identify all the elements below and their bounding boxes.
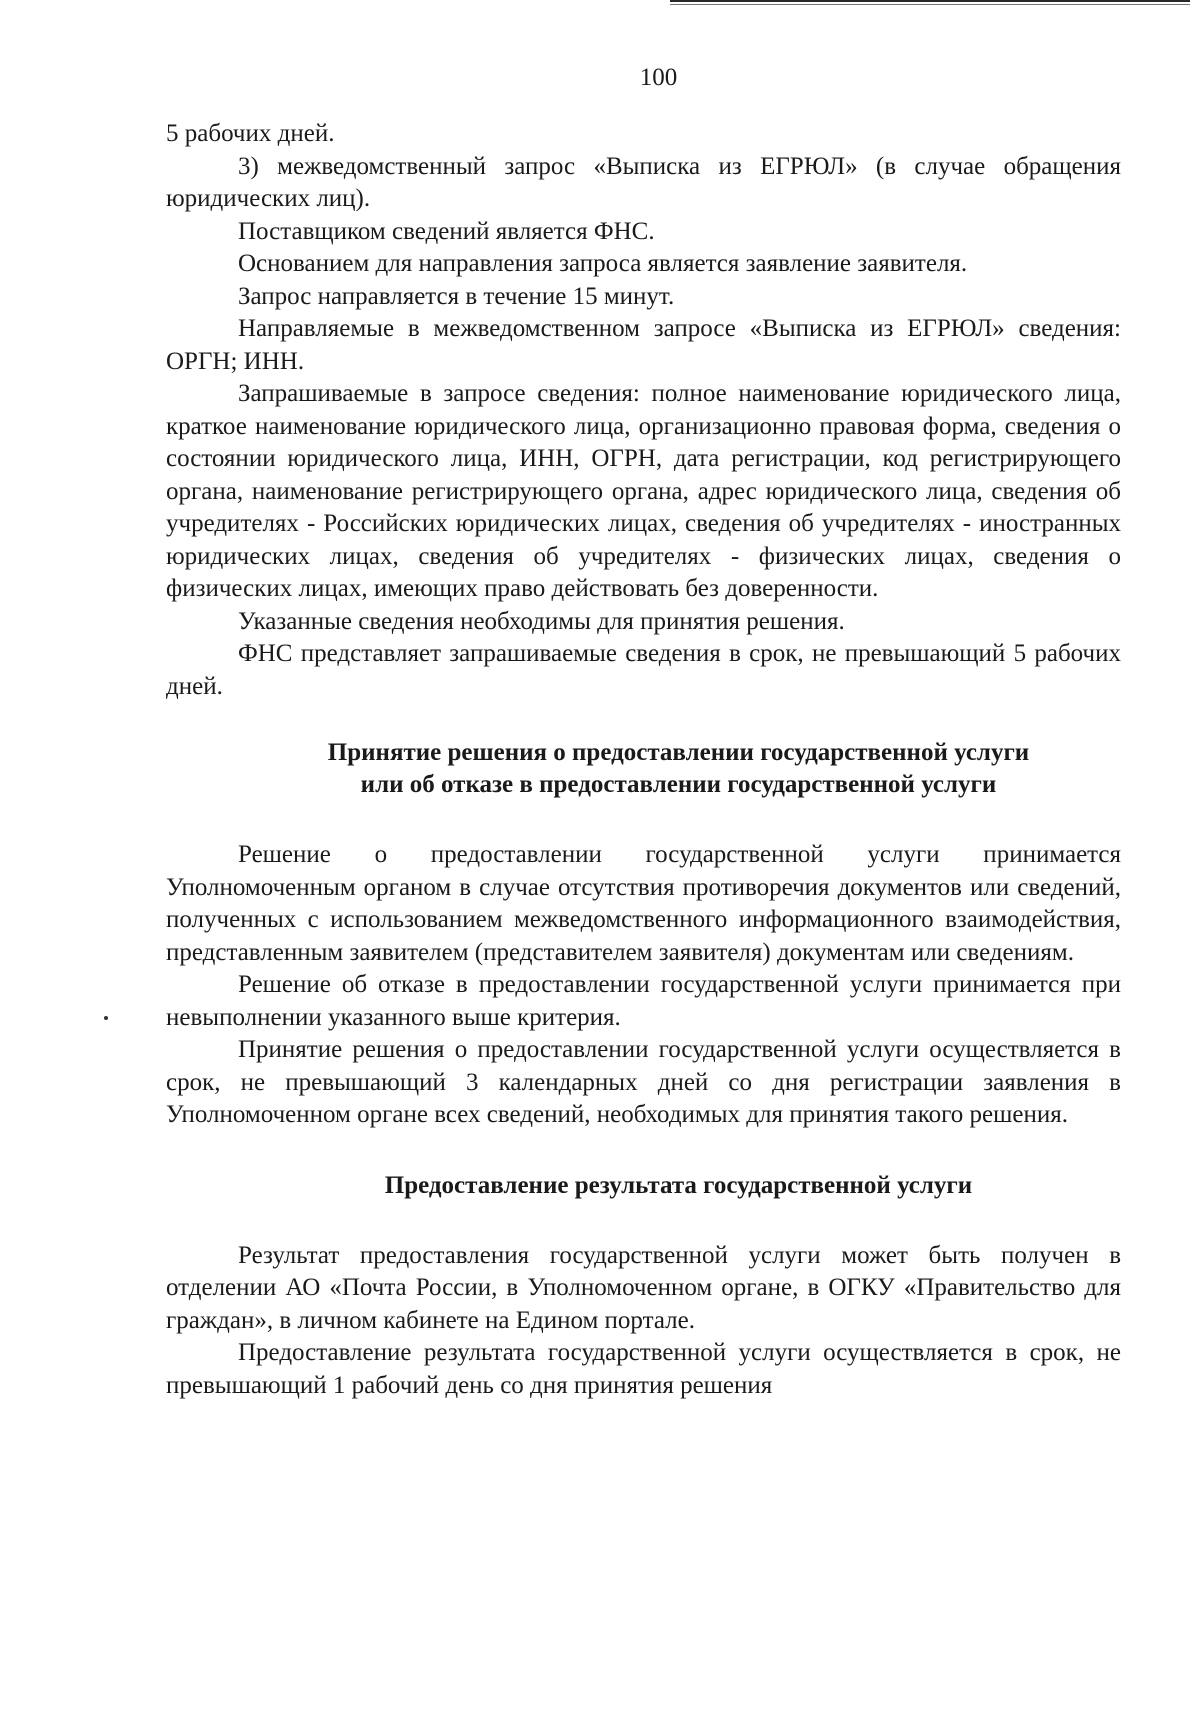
paragraph-decision-deadline: Принятие решения о предоставлении государственной услуги осуществляется в срок, не превышающий 3 календарных дней со дня регистрации заявления в Уполномоченном органе всех сведений, необходимых для принятия такого решения. <box>166 1036 1121 1128</box>
paragraph-data-purpose: Указанные сведения необходимы для принятия решения. <box>238 607 845 635</box>
top-border-line <box>670 0 1190 2</box>
scan-artifact-dot <box>104 1016 108 1020</box>
paragraph-egrul-request: 3) межведомственный запрос «Выписка из ЕГРЮЛ» (в случае обращения юридических лиц). <box>166 152 1121 212</box>
paragraph-fns-deadline: ФНС представляет запрашиваемые сведения в срок, не превышающий 5 рабочих дней. <box>166 640 1121 700</box>
paragraph-requested-data: Запрашиваемые в запросе сведения: полное наименование юридического лица, краткое наименование юридического лица, организационно правовая форма, сведения о состоянии юридического лица, ИНН, ОГРН, дата регистрации, код регистрирующего органа, наименование регистрирующего органа, адрес юридического лица, сведения об учредителях - Российских юридических лицах, сведения об учредителях - иностранных юридических лицах, сведения об учредителях - физических лицах, сведения о физических лицах, имеющих право действовать без доверенности. <box>166 380 1121 602</box>
paragraph-result-channels: Результат предоставления государственной услуги может быть получен в отделении АО «Почта России, в Уполномоченном органе, в ОГКУ «Правительство для граждан», в личном кабинете на Едином портале. <box>166 1241 1121 1334</box>
paragraph-result-deadline: Предоставление результата государственной услуги осуществляется в срок, не превышающий 1 рабочий день со дня принятия решения <box>166 1339 1121 1399</box>
section-heading-result: Предоставление результата государственной услуги <box>384 1171 973 1199</box>
paragraph-supplier: Поставщиком сведений является ФНС. <box>238 217 655 245</box>
paragraph-decision-grant: Решение о предоставлении государственной услуги принимается Уполномоченным органом в случае отсутствия противоречия документов или сведений, полученных с использованием межведомственного информационного взаимодействия, представленным заявителем (представителем заявителя) документам или сведениям. <box>166 841 1121 966</box>
paragraph-decision-refusal: Решение об отказе в предоставлении государственной услуги принимается при невыполнении указанного выше критерия. <box>166 971 1121 1031</box>
top-border-line-secondary <box>670 4 1190 5</box>
section-heading-decision-line-2: или об отказе в предоставлении государственной услуги <box>360 771 997 798</box>
document-page <box>166 58 1121 1402</box>
paragraph-sent-data: Направляемые в межведомственном запросе «Выписка из ЕГРЮЛ» сведения: ОРГН; ИНН. <box>166 315 1121 375</box>
section-heading-decision-line-1: Принятие решения о предоставлении государственной услуги <box>327 739 1030 766</box>
page-number: 100 <box>639 64 678 91</box>
paragraph-basis: Основанием для направления запроса является заявление заявителя. <box>238 250 968 277</box>
section-heading-decision <box>166 737 1121 801</box>
paragraph-request-time: Запрос направляется в течение 15 минут. <box>238 282 675 310</box>
paragraph-continuation: 5 рабочих дней. <box>166 120 335 147</box>
